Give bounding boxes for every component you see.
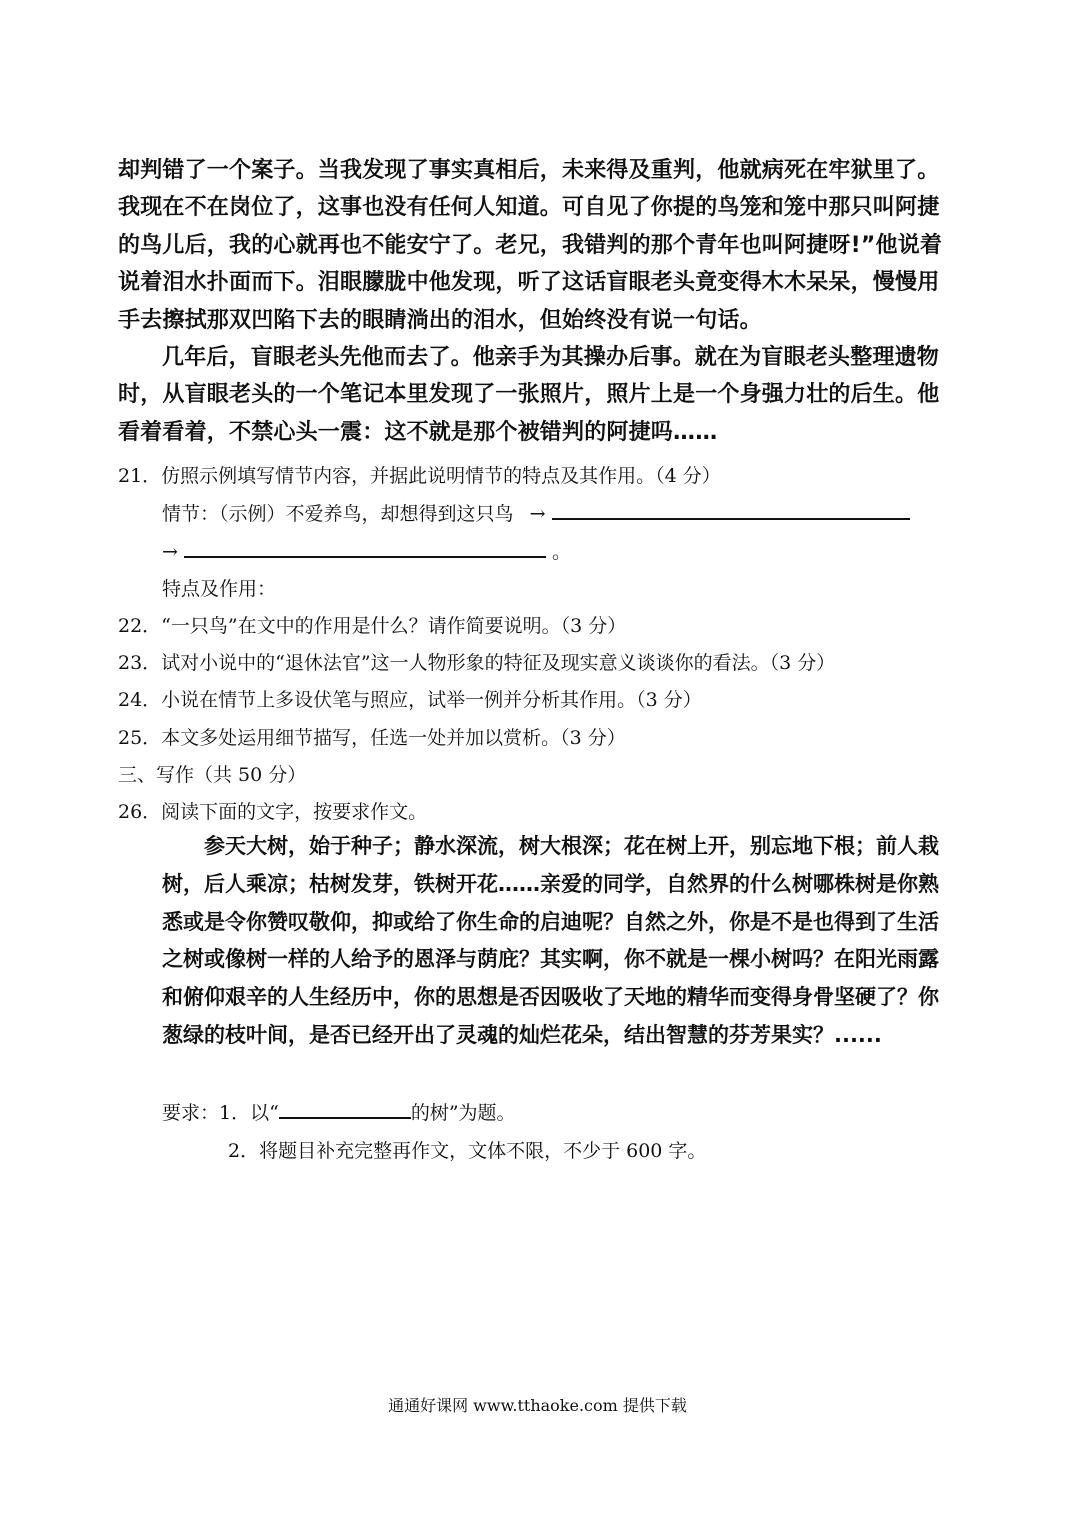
question-25: 25．本文多处运用细节描写，任选一处并加以赏析。（3 分） bbox=[118, 727, 626, 749]
plot-example-label: 情节：（示例）不爱养鸟，却想得到这只鸟 bbox=[162, 503, 514, 525]
requirement-2: 2．将题目补充完整再作文，文体不限，不少于 600 字。 bbox=[228, 1140, 707, 1162]
question-21-feature: 特点及作用： bbox=[162, 578, 277, 600]
question-22: 22．“一只鸟”在文中的作用是什么？请作简要说明。（3 分） bbox=[118, 615, 627, 637]
requirement-1-suffix: 的树”为题。 bbox=[410, 1102, 516, 1124]
question-21: 21．仿照示例填写情节内容，并据此说明情节的特点及其作用。（4 分） bbox=[118, 465, 721, 487]
title-blank[interactable] bbox=[279, 1103, 411, 1119]
question-21-plot-row-2 bbox=[162, 537, 571, 564]
writing-section-title: 三、写作（共 50 分） bbox=[118, 764, 307, 786]
story-text bbox=[118, 152, 960, 451]
answer-blank-1[interactable] bbox=[552, 504, 910, 520]
question-23: 23．试对小说中的“退休法官”这一人物形象的特征及现实意义谈谈你的看法。（3 分） bbox=[118, 652, 836, 674]
sentence-end: 。 bbox=[552, 541, 572, 563]
story-paragraph-1: 却判错了一个案子。当我发现了事实真相后，未来得及重判，他就病死在牢狱里了。我现在不在岗位了，这事也没有任何人知道。可自见了你提的鸟笼和笼中那只叫阿捷的鸟儿后，我的心就再也不能安宁了。老兄，我错判的那个青年也叫阿捷呀!”他说着说着泪水扑面而下。泪眼朦胧中他发现，听了这话盲眼老头竟变得木木呆呆，慢慢用手去擦拭那双凹陷下去的眼睛淌出的泪水，但始终没有说一句话。 bbox=[118, 158, 943, 333]
requirement-1 bbox=[162, 1098, 516, 1125]
writing-prompt bbox=[162, 828, 952, 1055]
arrow-2: → bbox=[162, 541, 178, 563]
story-paragraph-2: 几年后，盲眼老头先他而去了。他亲手为其操办后事。就在为盲眼老头整理遗物时，从盲眼老头的一个笔记本里发现了一张照片，照片上是一个身强力壮的后生。他看着看着，不禁心头一震：这不就是那个被错判的阿捷吗…… bbox=[118, 345, 940, 445]
requirement-1-prefix: 要求：1．以“ bbox=[162, 1102, 279, 1124]
page-footer: 通通好课网 www.tthaoke.com 提供下载 bbox=[388, 1396, 687, 1415]
arrow-1: → bbox=[529, 503, 546, 525]
question-21-plot-row bbox=[162, 499, 910, 526]
question-26: 26．阅读下面的文字，按要求作文。 bbox=[118, 801, 428, 823]
writing-prompt-text: 参天大树，始于种子；静水深流，树大根深；花在树上开，别忘地下根；前人栽树，后人乘凉；枯树发芽，铁树开花……亲爱的同学，自然界的什么树哪株树是你熟悉或是令你赞叹敬仰，抑或给了你生命的启迪呢？自然之外，你是不是也得到了生活之树或像树一样的人给予的恩泽与荫庇？其实啊，你不就是一棵小树吗？在阳光雨露和俯仰艰辛的人生经历中，你的思想是否因吸收了天地的精华而变得身骨坚硬了？你葱绿的枝叶间，是否已经开出了灵魂的灿烂花朵，结出智慧的芬芳果实？...... bbox=[162, 834, 939, 1047]
question-24: 24．小说在情节上多设伏笔与照应，试举一例并分析其作用。（3 分） bbox=[118, 689, 702, 711]
answer-blank-2[interactable] bbox=[184, 542, 546, 558]
